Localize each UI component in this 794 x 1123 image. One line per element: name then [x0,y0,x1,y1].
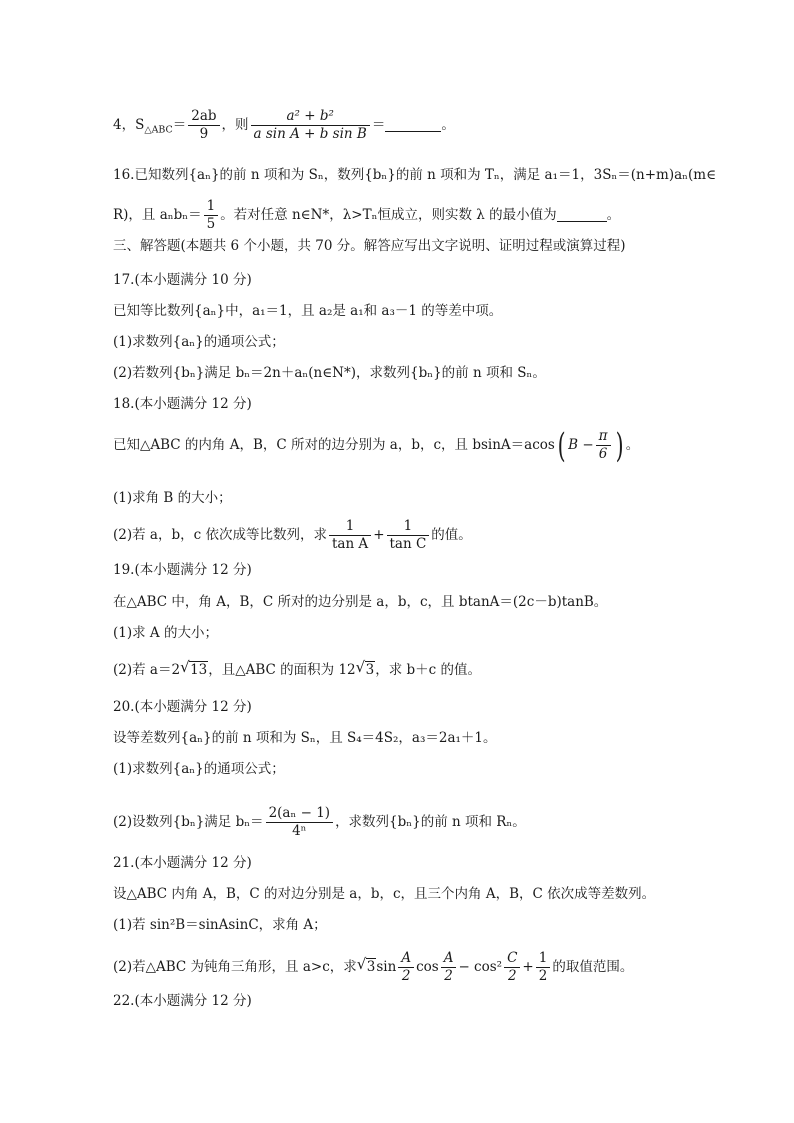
q20-part-2: (2)设数列{bₙ}满足 bₙ＝ $\frac{\text{2(aₙ − 1)}}{\text{4ⁿ}}$ ，求数列{bₙ}的前 n 项和 Rₙ。 [113,805,526,839]
q22-heading: 22.(本小题满分 12 分) [113,993,252,1009]
q20-frac: $\frac{\text{2(aₙ − 1)}}{\text{4ⁿ}}$ [266,805,334,840]
q15-lead: 4，S [113,117,145,133]
q20-part-1: (1)求数列{aₙ}的通项公式； [113,761,285,777]
sqrt-3: √ 3 [355,658,375,678]
frac-a-2: $\frac{A}{2}$ [441,950,457,985]
q15-frac-2: $\frac{\text{a² + b²}}{\text{a sin A + b sin B}}$ [251,108,370,143]
q20-heading: 20.(本小题满分 12 分) [113,699,252,715]
q19-heading: 19.(本小题满分 12 分) [113,562,252,578]
section-heading: 三、解答题(本题共 6 个小题，共 70 分。解答应写出文字说明、证明过程或演算过程) [113,238,626,254]
q18-part-2: (2)若 a，b，c 依次成等比数列，求 $\frac{1}{\text{tan A}}$ + $\frac{1}{\text{tan C}}$ 的值。 [113,518,472,552]
sqrt-13: √ 13 [180,658,208,678]
q21-part-2: (2)若△ABC 为钝角三角形，且 a>c，求 √ 3sin $\frac{A}{2}$ cos $\frac{A}{2}$ − cos² $\frac{C}{2}$ + $\frac{1}{2}$ 的取值范围。 [113,950,634,984]
answer-blank [385,117,441,132]
q18-stem: 已知△ABC 的内角 A，B，C 所对的边分别为 a，b，c，且 bsinA＝acos( B − $\frac{\pi}{6}$ ) 。 [113,425,640,466]
q19-part-1: (1)求 A 的大小； [113,625,218,641]
frac-1-2: $\frac{1}{2}$ [536,950,551,985]
q17-part-2: (2)若数列{bₙ}满足 bₙ＝2n＋aₙ(n∈N*)，求数列{bₙ}的前 n 项和 Sₙ。 [113,365,546,381]
sqrt-3: √ 3 [356,955,376,975]
q21-heading: 21.(本小题满分 12 分) [113,855,252,871]
q17-heading: 17.(本小题满分 10 分) [113,272,252,288]
q15-eq: ＝ [172,117,187,133]
frac-c-2: $\frac{C}{2}$ [504,950,520,985]
q15-then: ，则 [221,117,249,133]
q18-frac-c: $\frac{1}{\text{tan C}}$ [387,518,430,553]
q17-part-1: (1)求数列{aₙ}的通项公式； [113,334,285,350]
left-paren: ( [557,425,566,466]
q15-frac-1: $\frac{2ab}{9}$ [188,108,219,143]
q16-line-1: 16.已知数列{aₙ}的前 n 项和为 Sₙ，数列{bₙ}的前 n 项和为 Tₙ，满足 a₁＝1，3Sₙ＝(n+m)aₙ(m∈ [113,167,717,183]
q16-line-2: R)，且 aₙbₙ＝ $\frac{1}{5}$ 。若对任意 n∈N*，λ>Tₙ恒成立，则实数 λ 的最小值为 。 [113,198,621,232]
q15-line: 4，$S_{\triangle ABC}=$ $\frac{2ab}{9}$ ，则 $\frac{\text{a² + b²}}{\text{a sin A + b sin B}}$ ＝ 。 [113,108,455,142]
q16-frac: $\frac{1}{5}$ [204,198,219,233]
q18-pi-frac: $\frac{\pi}{6}$ [596,428,611,463]
q18-heading: 18.(本小题满分 12 分) [113,396,252,412]
q20-stem: 设等差数列{aₙ}的前 n 项和为 Sₙ，且 S₄＝4S₂，a₃＝2a₁＋1。 [113,730,497,746]
q21-stem: 设△ABC 内角 A，B，C 的对边分别是 a，b，c，且三个内角 A，B，C 依次成等差数列。 [113,886,656,902]
q17-stem: 已知等比数列{aₙ}中，a₁＝1，且 a₂是 a₁和 a₃－1 的等差中项。 [113,303,503,319]
q15-eq-2: ＝ [371,117,386,133]
q18-part-1: (1)求角 B 的大小； [113,490,232,506]
q21-part-1: (1)若 sin²B＝sinAsinC，求角 A； [113,917,327,933]
q18-frac-a: $\frac{1}{\text{tan A}}$ [329,518,371,553]
frac-a-2: $\frac{A}{2}$ [398,950,414,985]
q15-sub: △ABC [144,124,173,136]
answer-blank [557,207,607,222]
q19-part-2: (2)若 a＝2 √ 13，且△ABC 的面积为 12 √ 3，求 b＋c 的值。 [113,658,482,678]
right-paren: ) [615,425,624,466]
q19-stem: 在△ABC 中，角 A，B，C 所对的边分别是 a，b，c，且 btanA＝(2c－b)tanB。 [113,594,608,610]
